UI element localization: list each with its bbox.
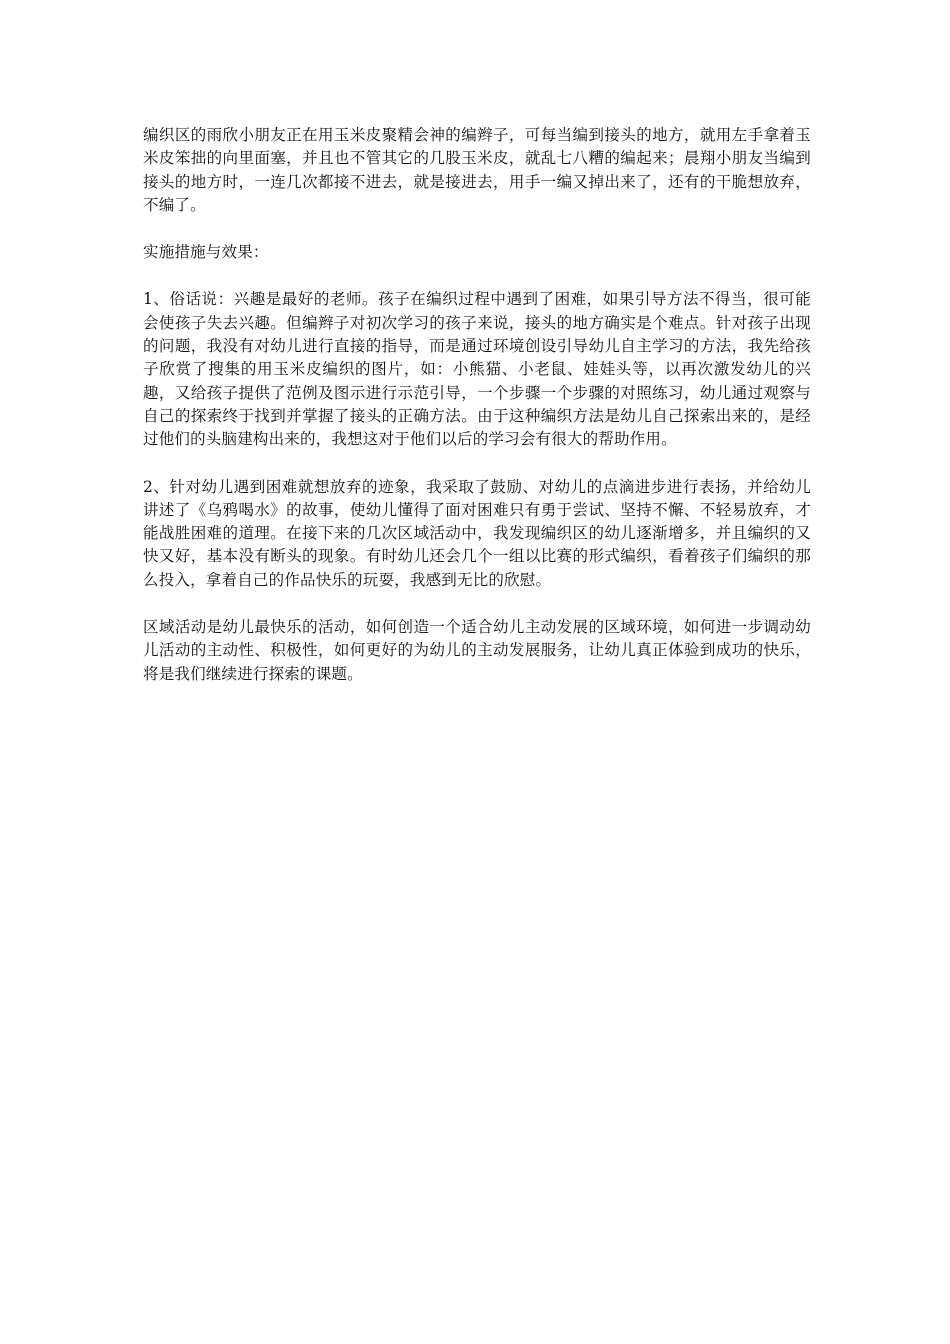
document-page xyxy=(143,124,811,710)
measure-paragraph-1: 1、俗话说：兴趣是最好的老师。孩子在编织过程中遇到了困难，如果引导方法不得当，很可能会使孩子失去兴趣。但编辫子对初次学习的孩子来说，接头的地方确实是个难点。针对孩子出现的问题，我没有对幼儿进行直接的指导，而是通过环境创设引导幼儿自主学习的方法，我先给孩子欣赏了搜集的用玉米皮编织的图片，如：小熊猫、小老鼠、娃娃头等，以再次激发幼儿的兴趣，又给孩子提供了范例及图示进行示范引导，一个步骤一个步骤的对照练习，幼儿通过观察与自己的探索终于找到并掌握了接头的正确方法。由于这种编织方法是幼儿自己探索出来的，是经过他们的头脑建构出来的，我想这对于他们以后的学习会有很大的帮助作用。 xyxy=(143,290,811,449)
section-heading: 实施措施与效果： xyxy=(143,243,269,262)
measure-paragraph-2: 2、针对幼儿遇到困难就想放弃的迹象，我采取了鼓励、对幼儿的点滴进步进行表扬，并给幼儿讲述了《乌鸦喝水》的故事，使幼儿懂得了面对困难只有勇于尝试、坚持不懈、不轻易放弃，才能战胜困难的道理。在接下来的几次区域活动中，我发现编织区的幼儿逐渐增多，并且编织的又快又好，基本没有断头的现象。有时幼儿还会几个一组以比赛的形式编织，看着孩子们编织的那么投入，拿着自己的作品快乐的玩耍，我感到无比的欣慰。 xyxy=(143,477,811,589)
conclusion-paragraph: 区域活动是幼儿最快乐的活动，如何创造一个适合幼儿主动发展的区域环境，如何进一步调动幼儿活动的主动性、积极性，如何更好的为幼儿的主动发展服务，让幼儿真正体验到成功的快乐，将是我们继续进行探索的课题。 xyxy=(143,618,811,683)
intro-paragraph: 编织区的雨欣小朋友正在用玉米皮聚精会神的编辫子，可每当编到接头的地方，就用左手拿着玉米皮笨拙的向里面塞，并且也不管其它的几股玉米皮，就乱七八糟的编起来；晨翔小朋友当编到接头的地方时，一连几次都接不进去，就是接进去，用手一编又掉出来了，还有的干脆想放弃，不编了。 xyxy=(143,126,811,214)
